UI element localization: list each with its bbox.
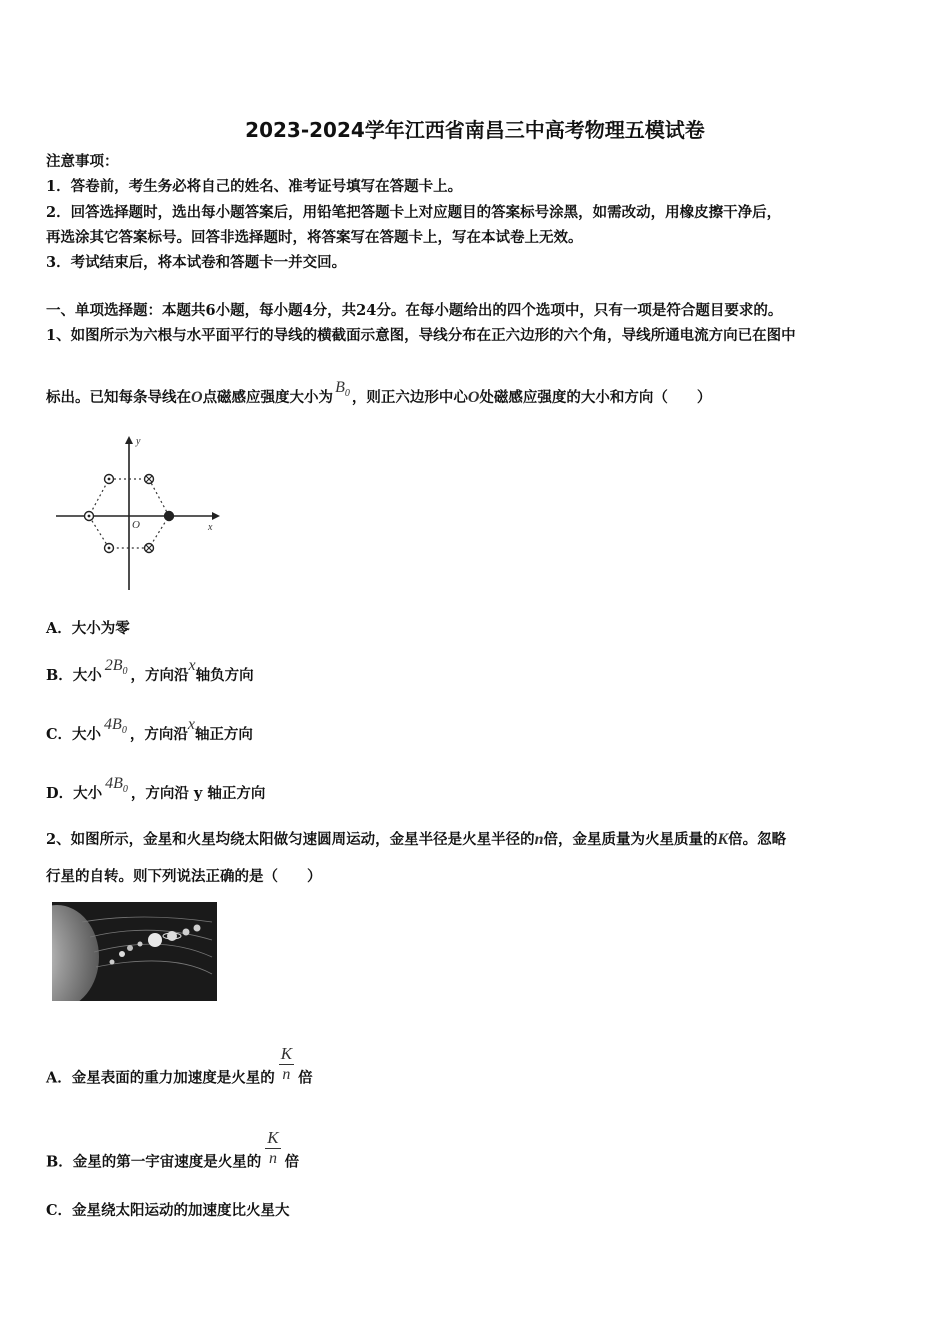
wire-dot-out [85, 512, 94, 521]
q2-option-a: A．金星表面的重力加速度是火星的 $\frac{K}{n}$ 倍 [46, 1044, 313, 1087]
hexagon-wires-figure [52, 432, 222, 594]
q1-option-a: A．大小为零 [46, 620, 130, 637]
planet-mars [138, 942, 143, 947]
notice-item-1: 1．答卷前，考生务必将自己的姓名、准考证号填写在答题卡上。 [46, 178, 463, 195]
q2-stem-line2: 行星的自转。则下列说法正确的是（ ） [46, 868, 322, 885]
q2-option-c: C．金星绕太阳运动的加速度比火星大 [46, 1202, 290, 1219]
fraction-k-over-n: $\frac{K}{n}$ [280, 1044, 293, 1083]
q2-option-b: B．金星的第一宇宙速度是火星的 $\frac{K}{n}$ 倍 [46, 1128, 300, 1171]
y-axis-arrow [125, 436, 133, 444]
q1-option-d: D．大小$4B_0$ ，方向沿 y 轴正方向 [46, 775, 266, 802]
notice-heading: 注意事项： [46, 153, 119, 170]
x-axis-arrow [212, 512, 220, 520]
wire-cross-in [145, 475, 154, 484]
wire-cross-in [165, 512, 174, 521]
section-heading: 一、单项选择题：本题共6小题，每小题4分，共24分。在每小题给出的四个选项中，只有一项是符合题目要求的。 [46, 302, 783, 319]
notice-item-2-cont: 再选涂其它答案标号。回答非选择题时，将答案写在答题卡上，写在本试卷上无效。 [46, 229, 583, 246]
y-axis-label: y [136, 436, 141, 447]
planet-neptune [194, 925, 201, 932]
wire-cross-in [145, 544, 154, 553]
page-title: 2023-2024学年江西省南昌三中高考物理五模试卷 [245, 118, 705, 142]
origin-label: O [132, 519, 140, 531]
q2-stem-line1: 2、如图所示，金星和火星均绕太阳做匀速圆周运动，金星半径是火星半径的n倍，金星质量为火星质量的K倍。忽略 [46, 831, 787, 848]
q1-stem-line1: 1、如图所示为六根与水平面平行的导线的横截面示意图，导线分布在正六边形的六个角，导线所通电流方向已在图中 [46, 327, 796, 344]
planet-jupiter [148, 933, 162, 947]
planet-earth [127, 945, 133, 951]
wire-dot-out [105, 544, 114, 553]
planet-uranus [183, 929, 190, 936]
wire-dot-out [105, 475, 114, 484]
solar-system-figure [52, 902, 217, 1001]
planet-saturn [167, 931, 177, 941]
fraction-k-over-n: $\frac{K}{n}$ [267, 1128, 279, 1167]
planet-venus [119, 951, 125, 957]
planet-mercury [110, 960, 115, 965]
x-axis-label: x [208, 522, 213, 533]
notice-item-2: 2．回答选择题时，选出每小题答案后，用铅笔把答题卡上对应题目的答案标号涂黑，如需改动，用橡皮擦干净后， [46, 204, 782, 221]
notice-item-3: 3．考试结束后，将本试卷和答题卡一并交回。 [46, 254, 347, 271]
q1-option-b: B．大小$2B_0$ ，方向沿x轴负方向 [46, 657, 254, 684]
q1-option-c: C．大小$4B_0$ ，方向沿x轴正方向 [46, 716, 253, 743]
q1-stem-line2: 标出。已知每条导线在O点磁感应强度大小为$B_0$ ，则正六边形中心O处磁感应强度的大小和方向（ ） [46, 379, 712, 406]
